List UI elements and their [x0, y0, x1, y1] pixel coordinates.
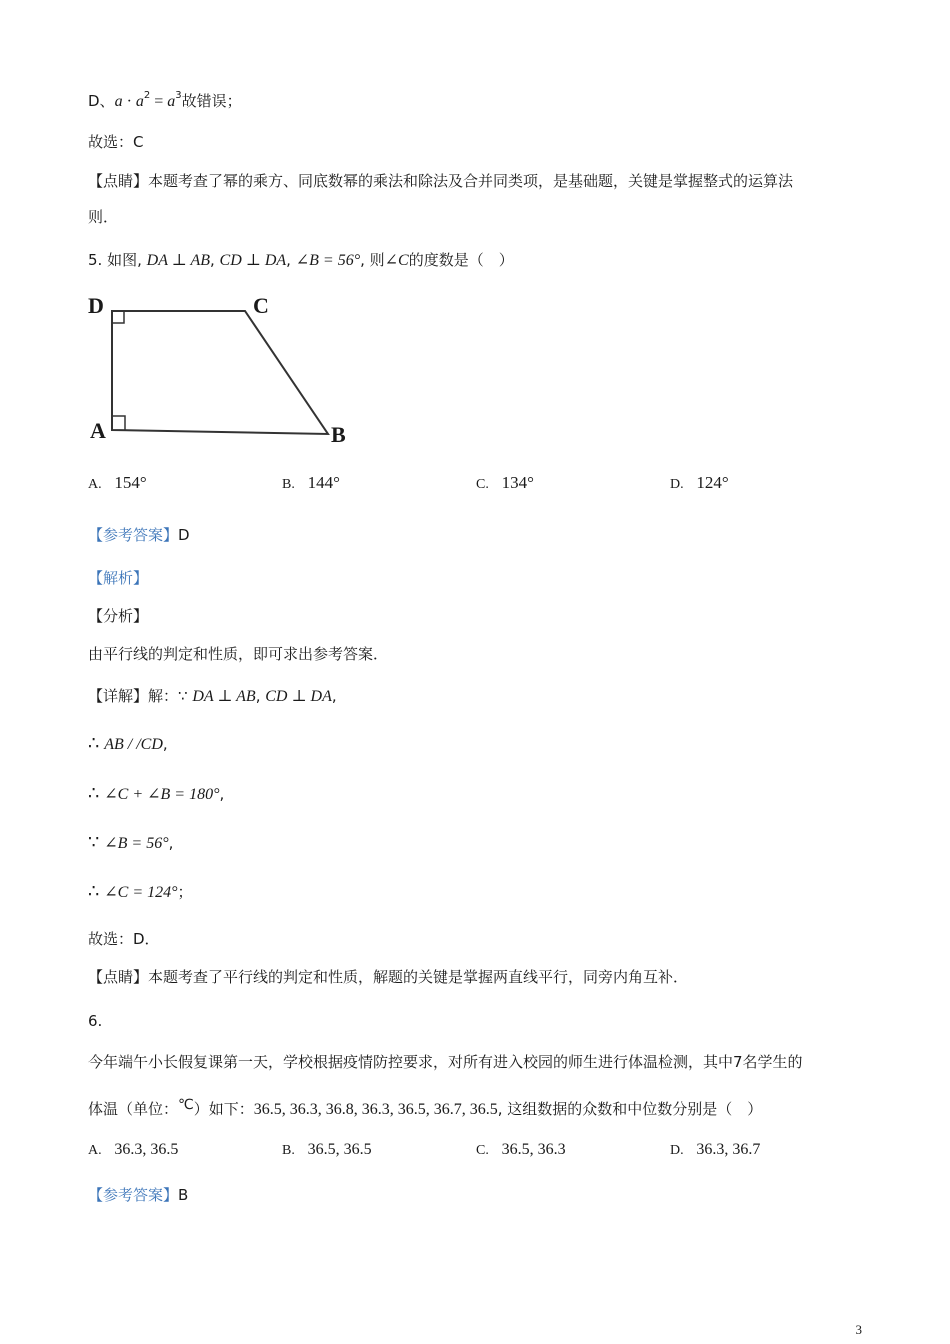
option-value: 154° [114, 473, 147, 492]
step-end: , [168, 834, 174, 852]
question-6-text-2 [88, 1098, 762, 1121]
unit-celsius: ℃ [178, 1097, 194, 1113]
step-expr: ∠B = 56° [104, 835, 169, 852]
step-expr: ∠C = 124° [104, 884, 178, 901]
therefore-symbol: ∴ [88, 783, 100, 804]
q6-option-a[interactable] [88, 1140, 178, 1159]
q6-option-d[interactable] [670, 1140, 760, 1159]
option-value: 134° [501, 473, 534, 492]
q5-detail [88, 685, 337, 708]
answer-tag: 【参考答案】 [88, 526, 179, 544]
option-value: 144° [307, 473, 340, 492]
q6-answer [88, 1184, 188, 1206]
temperature-values: 36.5, 36.3, 36.8, 36.3, 36.5, 36.7, 36.5 [253, 1101, 498, 1118]
q6-prefix: 体温（单位： [88, 1100, 179, 1118]
page-number: 3 [855, 1322, 862, 1337]
question-suffix: 的度数是（ ） [408, 251, 514, 269]
step-1 [88, 733, 168, 756]
answer-value: B [178, 1186, 189, 1204]
option-label: C. [476, 477, 489, 492]
option-label: A. [88, 477, 102, 492]
q5-fenxi-text: 由平行线的判定和性质，即可求出参考答案． [88, 645, 389, 663]
target-angle: ∠C [384, 252, 409, 269]
q5-option-c[interactable] [476, 473, 534, 493]
option-label: D. [670, 1143, 684, 1158]
option-label: D. [670, 477, 684, 492]
condition-2: CD ⊥ DA [219, 252, 287, 269]
q5-option-d[interactable] [670, 473, 729, 493]
step-4 [88, 881, 193, 904]
dot-op: · [122, 93, 136, 110]
separator: , [286, 251, 291, 269]
vertex-label-d: D [88, 293, 104, 318]
step-expr: ∠C + ∠B = 180° [104, 786, 220, 803]
option-label: B. [282, 1143, 295, 1158]
q6-option-c[interactable] [476, 1140, 566, 1159]
q5-answer [88, 524, 190, 546]
vertex-label-b: B [331, 422, 346, 447]
step-3 [88, 832, 173, 855]
exponent: 3 [175, 90, 182, 101]
therefore-symbol: ∴ [88, 733, 100, 754]
option-value: 36.5, 36.5 [307, 1141, 372, 1158]
option-label: A. [88, 1143, 102, 1158]
q5-option-a[interactable] [88, 473, 147, 493]
verdict: 故错误； [181, 92, 242, 110]
option-label: B. [282, 477, 295, 492]
option-d-explanation [88, 90, 242, 115]
equals: = [150, 93, 168, 110]
separator: , [331, 687, 337, 705]
var-a: a [167, 93, 176, 110]
question-6-number: 6. [88, 1012, 103, 1030]
connector: , 则 [360, 251, 385, 269]
comment-line-1b: 则． [88, 208, 119, 226]
step-2 [88, 783, 224, 806]
condition-1: DA ⊥ AB [146, 252, 210, 269]
var-a: a [114, 93, 123, 110]
step-end: ； [177, 883, 193, 901]
trapezoid-figure [85, 292, 365, 452]
q5-analysis-tag: 【解析】 [88, 569, 149, 587]
vertex-label-c: C [253, 293, 269, 318]
option-value: 124° [696, 473, 729, 492]
trapezoid-svg [85, 292, 365, 452]
q6-suffix: , 这组数据的众数和中位数分别是（ ） [497, 1100, 763, 1118]
step-expr: AB / /CD [104, 736, 163, 753]
q6-option-b[interactable] [282, 1140, 372, 1159]
because-symbol: ∵ [178, 687, 188, 705]
var-a: a [135, 93, 144, 110]
condition-3: ∠B = 56° [295, 252, 361, 269]
trapezoid-shape [112, 311, 328, 434]
question-5 [88, 249, 514, 272]
option-value: 36.3, 36.7 [696, 1141, 761, 1158]
option-label: C. [476, 1143, 489, 1158]
choice-line-1: 故选：C [88, 133, 144, 151]
separator: , [255, 687, 261, 705]
step-end: , [162, 735, 168, 753]
detail-expr-2: CD ⊥ DA [265, 688, 332, 705]
exponent: 2 [143, 90, 151, 101]
q5-fenxi-tag: 【分析】 [88, 607, 149, 625]
question-6-text-1: 今年端午小长假复课第一天，学校根据疫情防控要求，对所有进入校园的师生进行体温检测，其中7名学生的 [88, 1053, 803, 1071]
question-number: 5. 如图, [88, 251, 142, 269]
comment-line-1a: 【点睛】本题考查了幂的乘方、同底数幂的乘法和除法及合并同类项，是基础题，关键是掌握整式的运算法 [88, 172, 794, 190]
option-value: 36.5, 36.3 [501, 1141, 566, 1158]
detail-tag: 【详解】解： [88, 687, 179, 705]
right-angle-mark-a [112, 416, 125, 430]
answer-tag: 【参考答案】 [88, 1186, 179, 1204]
comment-line-2: 【点睛】本题考查了平行线的判定和性质，解题的关键是掌握两直线平行，同旁内角互补． [88, 968, 689, 986]
vertex-label-a: A [90, 418, 106, 443]
detail-expr-1: DA ⊥ AB [192, 688, 256, 705]
choice-line-2: 故选：D． [88, 930, 160, 948]
step-end: , [219, 785, 225, 803]
because-symbol: ∵ [88, 832, 100, 853]
right-angle-mark-d [112, 311, 124, 323]
therefore-symbol: ∴ [88, 881, 100, 902]
separator: , [209, 251, 215, 269]
q6-mid: ）如下： [193, 1100, 254, 1118]
q5-option-b[interactable] [282, 473, 340, 493]
option-label: D、 [88, 92, 115, 110]
answer-value: D [178, 526, 190, 544]
option-value: 36.3, 36.5 [114, 1141, 179, 1158]
